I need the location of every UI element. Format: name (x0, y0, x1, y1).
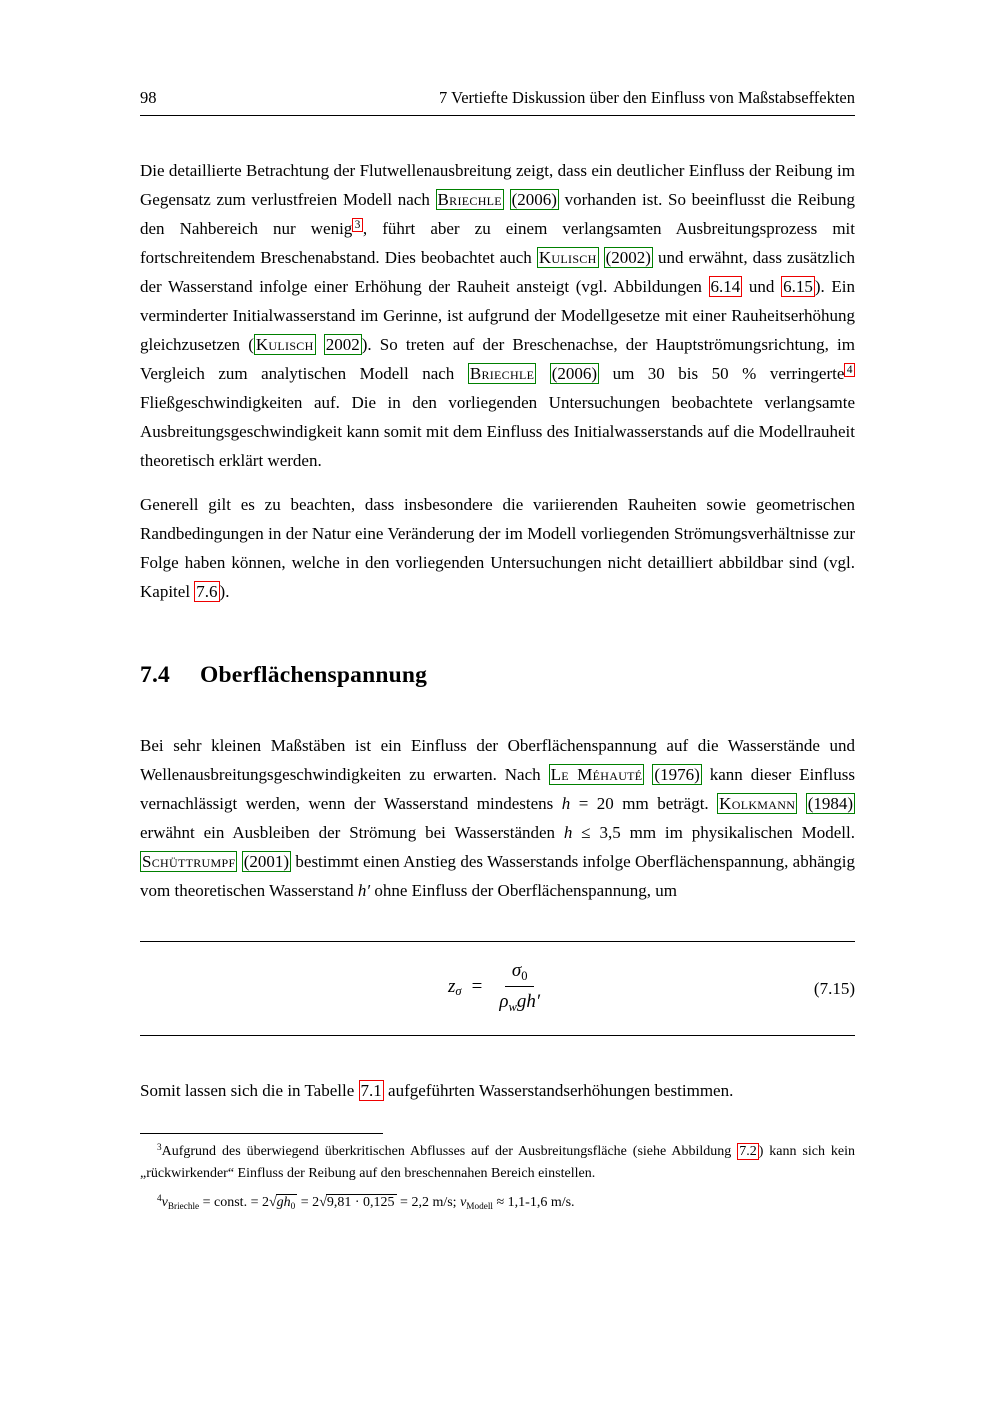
cross-reference-link[interactable]: 7.2 (739, 1144, 757, 1159)
cross-reference-link[interactable]: 6.14 (710, 277, 741, 296)
radical-sign: √ (268, 1195, 277, 1210)
section-title: Oberflächenspannung (199, 662, 428, 688)
radicand (276, 1194, 298, 1210)
equation-7-15 (140, 942, 855, 1035)
math-variable: v (161, 1195, 168, 1210)
citation-link[interactable]: Le Méhauté (550, 765, 643, 784)
fraction-denominator (492, 987, 547, 1013)
math-variable: h′ (357, 881, 371, 900)
footnote-marker-link[interactable] (352, 219, 363, 231)
citation-link[interactable]: Schüttrumpf (142, 852, 236, 871)
subscript: Modell (466, 1200, 493, 1211)
citation-link[interactable]: Briechle (469, 364, 535, 383)
math-variable: v (460, 1195, 467, 1210)
footnotes-area (140, 1133, 855, 1214)
subscript: 0 (521, 968, 528, 983)
citation-link[interactable]: Kulisch (538, 248, 597, 267)
math-variable: σ (511, 960, 522, 981)
subscript: w (508, 999, 517, 1014)
equals-sign: = (471, 975, 483, 997)
footnote-4: $^4v_{Briechle}$ = const. = $2√gh_0 = 2√9,81 \cdot 0,125 = 2,2$ m/s; $v_{Modell} \approx 1,1-1,6$ m/s. (157, 1192, 575, 1211)
citation-year-link[interactable]: (2006) (511, 190, 557, 209)
paragraph-table-reference: Somit lassen sich die in Tabelle 7.1 aufgeführten Wasserstandserhöhungen bestimmen. (140, 1081, 734, 1100)
subscript: Briechle (167, 1200, 200, 1211)
citation-link[interactable]: Kolkmann (719, 794, 796, 813)
running-header-title: 7 Vertiefte Diskussion über den Einfluss von Maßstabseffekten (439, 88, 855, 107)
subscript: σ (455, 984, 462, 998)
equation-body (448, 960, 547, 1013)
math-variable: h (561, 794, 571, 813)
cross-reference-link[interactable]: 7.6 (196, 582, 218, 601)
equation-bottom-rule (140, 1035, 855, 1036)
fraction (492, 960, 547, 1013)
citation-link[interactable]: Kulisch (255, 335, 314, 354)
paragraph-general-remark: Generell gilt es zu beachten, dass insbesondere die variierenden Rauheiten sowie geometrischen Randbedingungen in der Natur eine Veränderung der im Modell vorliegenden Strömungsverhältnisse zur Folge haben können, welche in den vorliegenden Untersuchungen nicht detailliert abbildbar sind (vgl. Kapitel 7.6 ). (140, 495, 855, 601)
section-heading (140, 662, 855, 689)
header-rule (140, 115, 855, 116)
math-variable: ρ (499, 991, 509, 1012)
sqrt-expression (269, 1195, 297, 1210)
page-header (140, 88, 855, 108)
paragraph-friction-discussion: Die detaillierte Betrachtung der Flutwellenausbreitung zeigt, dass ein deutlicher Einfluss der Reibung im Gegensatz zum verlustfreien Modell nach Briechle (2006) vorhanden ist. So beeinflusst die Reibung den Nahbereich nur wenig $^3$ , führt aber zu einem verlangsamten Ausbreitungsprozess mit fortschreitendem Breschenabstand. Dies beobachtet auch Kulisch (2002) und erwähnt, dass zusätzlich der Wasserstand infolge einer Erhöhung der Rauheit ansteigt (vgl. Abbildungen 6.14 und 6.15 ). Ein verminderter Initialwasserstand im Gerinne, ist aufgrund der Modellgesetze mit einer Rauheitserhöhung gleichzusetzen ( Kulisch 2002 ). So treten auf der Breschenachse, der Hauptströmungsrichtung, im Vergleich zum analytischen Modell nach Briechle (2006) um 30 bis 50 % verringerte $^4$ Fließgeschwindigkeiten auf. Die in den vorliegenden Untersuchungen beobachtete verlangsamte Ausbreitungsgeschwindigkeit kann somit mit dem Einfluss des Initialwasserstands auf die Modellrauheit theoretisch erklärt werden. (140, 161, 856, 470)
math-variable: z (448, 975, 456, 997)
equation-block (140, 941, 855, 1036)
sqrt-expression (319, 1195, 396, 1210)
citation-year-link[interactable]: (1984) (807, 794, 854, 813)
cross-reference-link[interactable]: 7.1 (360, 1081, 382, 1100)
footnote-marker-link[interactable] (844, 364, 855, 376)
cross-reference-link[interactable]: 6.15 (783, 277, 813, 296)
citation-year-link[interactable]: 2002 (325, 335, 360, 354)
citation-year-link[interactable]: (2002) (605, 248, 651, 267)
footnote-3: $^3$Aufgrund des überwiegend überkritischen Abflusses auf der Ausbreitungsfläche (siehe Abbildung 7.2 ) kann sich kein „rückwirkender“ Einfluss der Reibung auf den breschennahen Bereich einstellen. (140, 1141, 856, 1181)
citation-year-link[interactable]: (2006) (551, 364, 598, 383)
fraction-numerator (505, 960, 535, 987)
paragraph-surface-tension: Bei sehr kleinen Maßstäben ist ein Einfluss der Oberflächenspannung auf die Wasserstände und Wellenausbreitungsgeschwindigkeiten zu erwarten. Nach Le Méhauté (1976) kann dieser Einfluss vernachlässigt werden, wenn der Wasserstand mindestens h = 20 mm beträgt. Kolkmann (1984) erwähnt ein Ausbleiben der Strömung bei Wasserständen h ≤ 3,5 mm im physikalischen Modell. Schüttrumpf (2001) bestimmt einen Anstieg des Wasserstands infolge Oberflächenspannung, abhängig vom theoretischen Wasserstand h′ ohne Einfluss der Oberflächenspannung, um (140, 736, 856, 900)
citation-year-link[interactable]: (1976) (654, 765, 700, 784)
superscript: 3 (157, 1141, 162, 1152)
footnote-separator-rule (140, 1133, 383, 1134)
radical-sign: √ (319, 1195, 327, 1210)
citation-year-link[interactable]: (2001) (243, 852, 290, 871)
section-number: 7.4 (140, 662, 170, 688)
radicand: 9,81 · 0,125 (326, 1195, 395, 1210)
math-variable: gh′ (516, 991, 540, 1012)
equation-number: (7.15) (813, 978, 855, 998)
equation-lhs (448, 976, 462, 998)
superscript: 4 (157, 1192, 162, 1203)
subscript: 0 (290, 1200, 296, 1211)
page-number: 98 (140, 88, 157, 107)
citation-link[interactable]: Briechle (437, 190, 502, 209)
footnote-marker-box[interactable]: 3 (352, 218, 363, 232)
math-variable: h (563, 823, 573, 842)
footnote-marker-box[interactable]: 4 (844, 363, 855, 377)
math-variable: gh (276, 1195, 291, 1210)
